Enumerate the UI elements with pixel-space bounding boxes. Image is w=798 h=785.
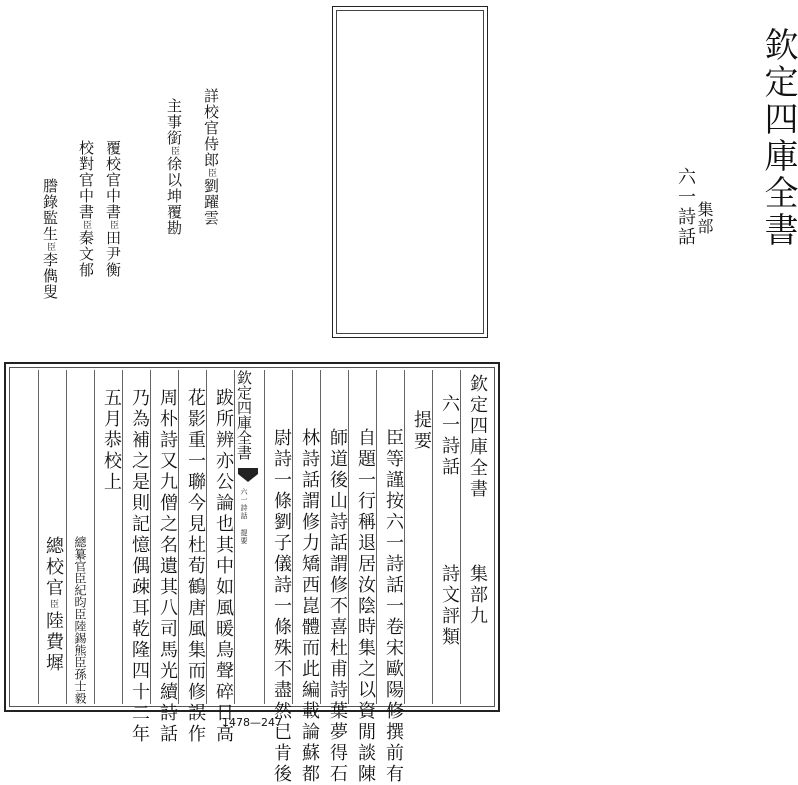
body-column: 周朴詩又九僧之名遺其八司馬光續詩話 [157, 388, 178, 745]
body-column: 花影重一聯今見杜荀鶴唐風集而修誤作 [185, 388, 206, 745]
credit-line-3 [105, 140, 120, 278]
credit-name: 徐以坤覆勘 [165, 156, 183, 236]
book-name: 六一詩話 [675, 167, 696, 247]
body-column: 乃為補之是則記憶偶疎耳乾隆四十二年 [129, 388, 150, 745]
text-book-name: 六一詩話 [439, 394, 460, 478]
credit-line-2 [166, 98, 181, 236]
signoff-compilers: 總纂官臣紀昀臣陸錫熊臣孫士毅 [73, 536, 87, 704]
column-rule [376, 370, 377, 704]
column-rule [460, 370, 461, 704]
title-frame-inner-border [336, 10, 484, 334]
credit-role: 詳校官侍郎 [202, 88, 220, 168]
signoff-role: 總校官 [43, 536, 64, 599]
credit-sub: 臣 [45, 242, 55, 252]
credit-role: 校對官中書 [77, 140, 95, 220]
body-column: 師道後山詩話謂修不喜杜甫詩葉夢得石 [327, 428, 348, 785]
credit-sub: 臣 [169, 146, 179, 156]
credit-sub: 臣 [108, 220, 118, 230]
column-rule [178, 370, 179, 704]
center-banner [234, 368, 262, 708]
body-column: 臣等謹按六一詩話一卷宋歐陽修撰前有 [383, 428, 404, 785]
banner-subtitle: 六一詩話 提要 [240, 488, 248, 545]
column-rule [292, 370, 293, 704]
body-column: 跋所辨亦公論也其中如風暖鳥聲碎日高 [213, 388, 234, 745]
credit-role: 覆校官中書 [104, 140, 122, 220]
book-title: 欽定四庫全書 [758, 27, 798, 249]
page-number: 1478—247 [222, 716, 282, 729]
column-rule [66, 370, 67, 704]
fish-tail-ornament-icon [238, 468, 258, 482]
header-category: 集部九 [467, 564, 488, 627]
credit-line-1 [203, 88, 218, 226]
body-column: 林詩話謂修力矯西崑體而此編載論蘇都 [299, 428, 320, 785]
column-rule [264, 370, 265, 704]
signoff-sub: 臣 [48, 599, 58, 611]
tiyao-label: 提要 [411, 410, 432, 452]
column-rule [206, 370, 207, 704]
credit-role: 主事銜 [165, 98, 183, 146]
credit-line-4 [78, 140, 93, 278]
credit-name: 劉躍雲 [202, 178, 220, 226]
column-rule [94, 370, 95, 704]
banner-title: 欽定四庫全書 [235, 370, 253, 460]
genre-label: 詩文評類 [439, 564, 460, 648]
body-column: 五月恭校上 [101, 388, 122, 493]
body-column: 尉詩一條劉子儀詩一條殊不盡然已肯後 [271, 428, 292, 785]
signoff-proofreader [44, 536, 62, 674]
column-rule [38, 370, 39, 704]
credit-name: 李儁叟 [41, 252, 59, 300]
title-page [0, 0, 798, 355]
credit-name: 田尹衡 [104, 230, 122, 278]
book-section: 集部 [695, 201, 714, 235]
credit-sub: 臣 [206, 168, 216, 178]
signoff-name: 陸費墀 [43, 611, 64, 674]
title-frame [332, 6, 798, 338]
body-column: 自題一行稱退居汝陰時集之以資閒談陳 [355, 428, 376, 785]
credit-role: 謄錄監生 [41, 178, 59, 242]
column-rule [432, 370, 433, 704]
column-rule [320, 370, 321, 704]
column-rule [122, 370, 123, 704]
column-rule [150, 370, 151, 704]
column-rule [404, 370, 405, 704]
credit-line-5 [42, 178, 57, 300]
credit-sub: 臣 [81, 220, 91, 230]
header-title: 欽定四庫全書 [467, 374, 488, 500]
credit-name: 秦文郁 [77, 230, 95, 278]
column-rule [348, 370, 349, 704]
